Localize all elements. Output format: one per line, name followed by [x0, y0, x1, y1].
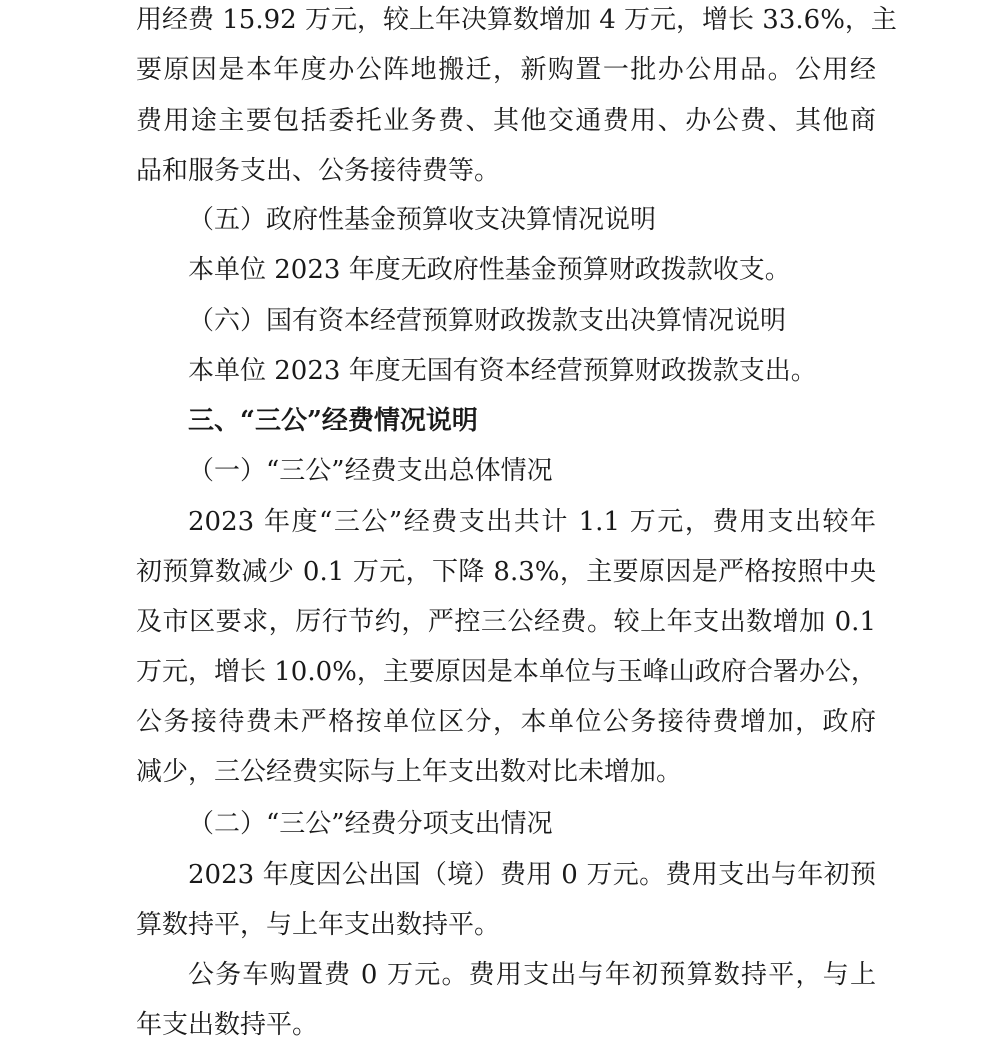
section-three-public-funds-title: 三、“三公”经费情况说明 — [188, 406, 478, 436]
paragraph-overall-line-4: 万元，增长 10.0%，主要原因是本单位与玉峰山政府合署办公， — [136, 657, 877, 687]
paragraph-vehicle-line-1: 公务车购置费 0 万元。费用支出与年初预算数持平，与上 — [188, 960, 876, 990]
paragraph-government-fund: 本单位 2023 年度无政府性基金预算财政拨款收支。 — [188, 255, 791, 285]
paragraph-abroad-line-2: 算数持平，与上年支出数持平。 — [136, 910, 501, 940]
paragraph-overall-line-5: 公务接待费未严格按单位区分，本单位公务接待费增加，政府 — [136, 707, 876, 737]
heading-state-capital: （六）国有资本经营预算财政拨款支出决算情况说明 — [188, 306, 787, 336]
paragraph-public-funds-line-4: 品和服务支出、公务接待费等。 — [136, 156, 501, 186]
subheading-overall: （一）“三公”经费支出总体情况 — [188, 456, 553, 486]
paragraph-overall-line-3: 及市区要求，厉行节约，严控三公经费。较上年支出数增加 0.1 — [136, 607, 876, 637]
paragraph-state-capital: 本单位 2023 年度无国有资本经营预算财政拨款支出。 — [188, 356, 817, 386]
paragraph-overall-line-6: 减少，三公经费实际与上年支出数对比未增加。 — [136, 757, 683, 787]
paragraph-abroad-line-1: 2023 年度因公出国（境）费用 0 万元。费用支出与年初预 — [188, 860, 876, 890]
paragraph-public-funds-line-3: 费用途主要包括委托业务费、其他交通费用、办公费、其他商 — [136, 106, 876, 136]
paragraph-vehicle-line-2: 年支出数持平。 — [136, 1010, 319, 1040]
paragraph-public-funds-line-2: 要原因是本年度办公阵地搬迁，新购置一批办公用品。公用经 — [136, 55, 876, 85]
paragraph-public-funds-line-1: 用经费 15.92 万元，较上年决算数增加 4 万元，增长 33.6%，主 — [136, 5, 897, 35]
paragraph-overall-line-2: 初预算数减少 0.1 万元，下降 8.3%，主要原因是严格按照中央 — [136, 557, 876, 587]
heading-government-fund: （五）政府性基金预算收支决算情况说明 — [188, 205, 657, 235]
paragraph-overall-line-1: 2023 年度“三公”经费支出共计 1.1 万元，费用支出较年 — [188, 507, 876, 537]
subheading-itemized: （二）“三公”经费分项支出情况 — [188, 809, 553, 839]
